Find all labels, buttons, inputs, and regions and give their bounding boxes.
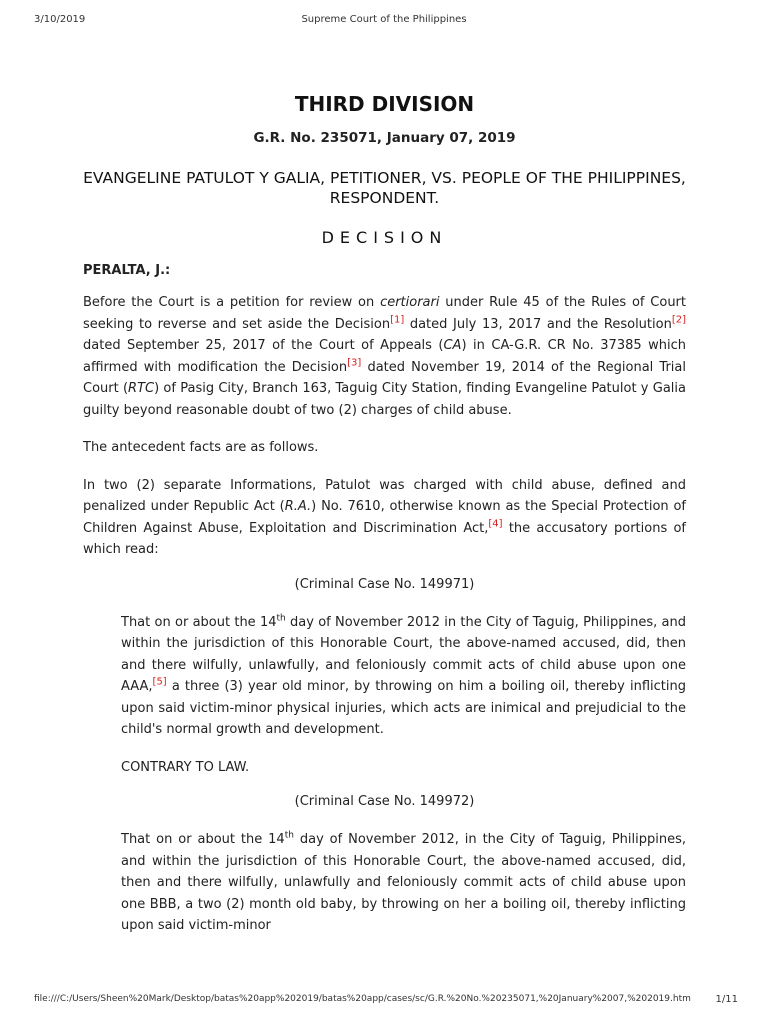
information-quote-2: That on or about the 14th day of November 2012, in the City of Taguig, Philippines, and within the jurisdiction of this Honorable Court, the above-named accused, did, then and there wilfully, unlawfully and feloniously commit acts of child abuse upon one BBB, a two (2) month old baby, by throwing on her a boiling oil, thereby inflicting upon said victim-minor: [121, 830, 686, 933]
print-page-number: 1/11: [715, 994, 738, 1005]
gr-number: G.R. No. 235071, January 07, 2019: [253, 130, 516, 146]
footnote-link-5[interactable]: [5]: [152, 676, 167, 688]
ponente: PERALTA, J.:: [83, 263, 171, 278]
paragraph-antecedent: The antecedent facts are as follows.: [83, 440, 319, 455]
division-heading: THIRD DIVISION: [294, 92, 475, 116]
print-date: 3/10/2019: [34, 14, 86, 25]
print-page-title: Supreme Court of the Philippines: [301, 14, 467, 25]
footnote-link-2[interactable]: [2]: [671, 314, 686, 326]
footnote-link-1[interactable]: [1]: [390, 314, 405, 326]
print-file-path: file:///C:/Users/Sheen%20Mark/Desktop/batas%20app%202019/batas%20app/cases/sc/G.R.%20No.%20235071,%20January%2007,%202019.htm: [34, 994, 691, 1004]
information-quote-1: That on or about the 14th day of November 2012 in the City of Taguig, Philippines, and within the jurisdiction of this Honorable Court, the above-named accused, did, then and there wilfully, unlawfully, and feloniously commit acts of child abuse upon one AAA,[5] a three (3) year old minor, by throwing on him a boiling oil, thereby inflicting upon said victim-minor physical injuries, which acts are inimical and prejudicial to the child's normal growth and development.: [121, 613, 686, 737]
paragraph-petition: Before the Court is a petition for review on certiorari under Rule 45 of the Rules of Court seeking to reverse and set aside the Decision[1] dated July 13, 2017 and the Resolution[2] dated September 25, 2017 of the Court of Appeals (CA) in CA-G.R. CR No. 37385 which affirmed with modification the Decision[3] dated November 19, 2014 of the Regional Trial Court (RTC) of Pasig City, Branch 163, Taguig City Station, finding Evangeline Patulot y Galia guilty beyond reasonable doubt of two (2) charges of child abuse.: [83, 295, 687, 418]
case-parties: EVANGELINE PATULOT Y GALIA, PETITIONER, VS. PEOPLE OF THE PHILIPPINES, RESPONDENT.: [83, 169, 686, 207]
decision-document: [83, 92, 686, 953]
footnote-link-3[interactable]: [3]: [347, 357, 362, 369]
criminal-case-2: (Criminal Case No. 149972): [294, 794, 475, 809]
contrary-to-law: CONTRARY TO LAW.: [121, 759, 250, 775]
paragraph-informations: In two (2) separate Informations, Patulot was charged with child abuse, defined and penalized under Republic Act (R.A.) No. 7610, otherwise known as the Special Protection of Children Against Abuse, Exploitation and Discrimination Act,[4] the accusatory portions of which read:: [83, 477, 687, 557]
footnote-link-4[interactable]: [4]: [488, 518, 503, 530]
decision-heading: DECISION: [321, 228, 448, 247]
criminal-case-1: (Criminal Case No. 149971): [294, 576, 475, 592]
